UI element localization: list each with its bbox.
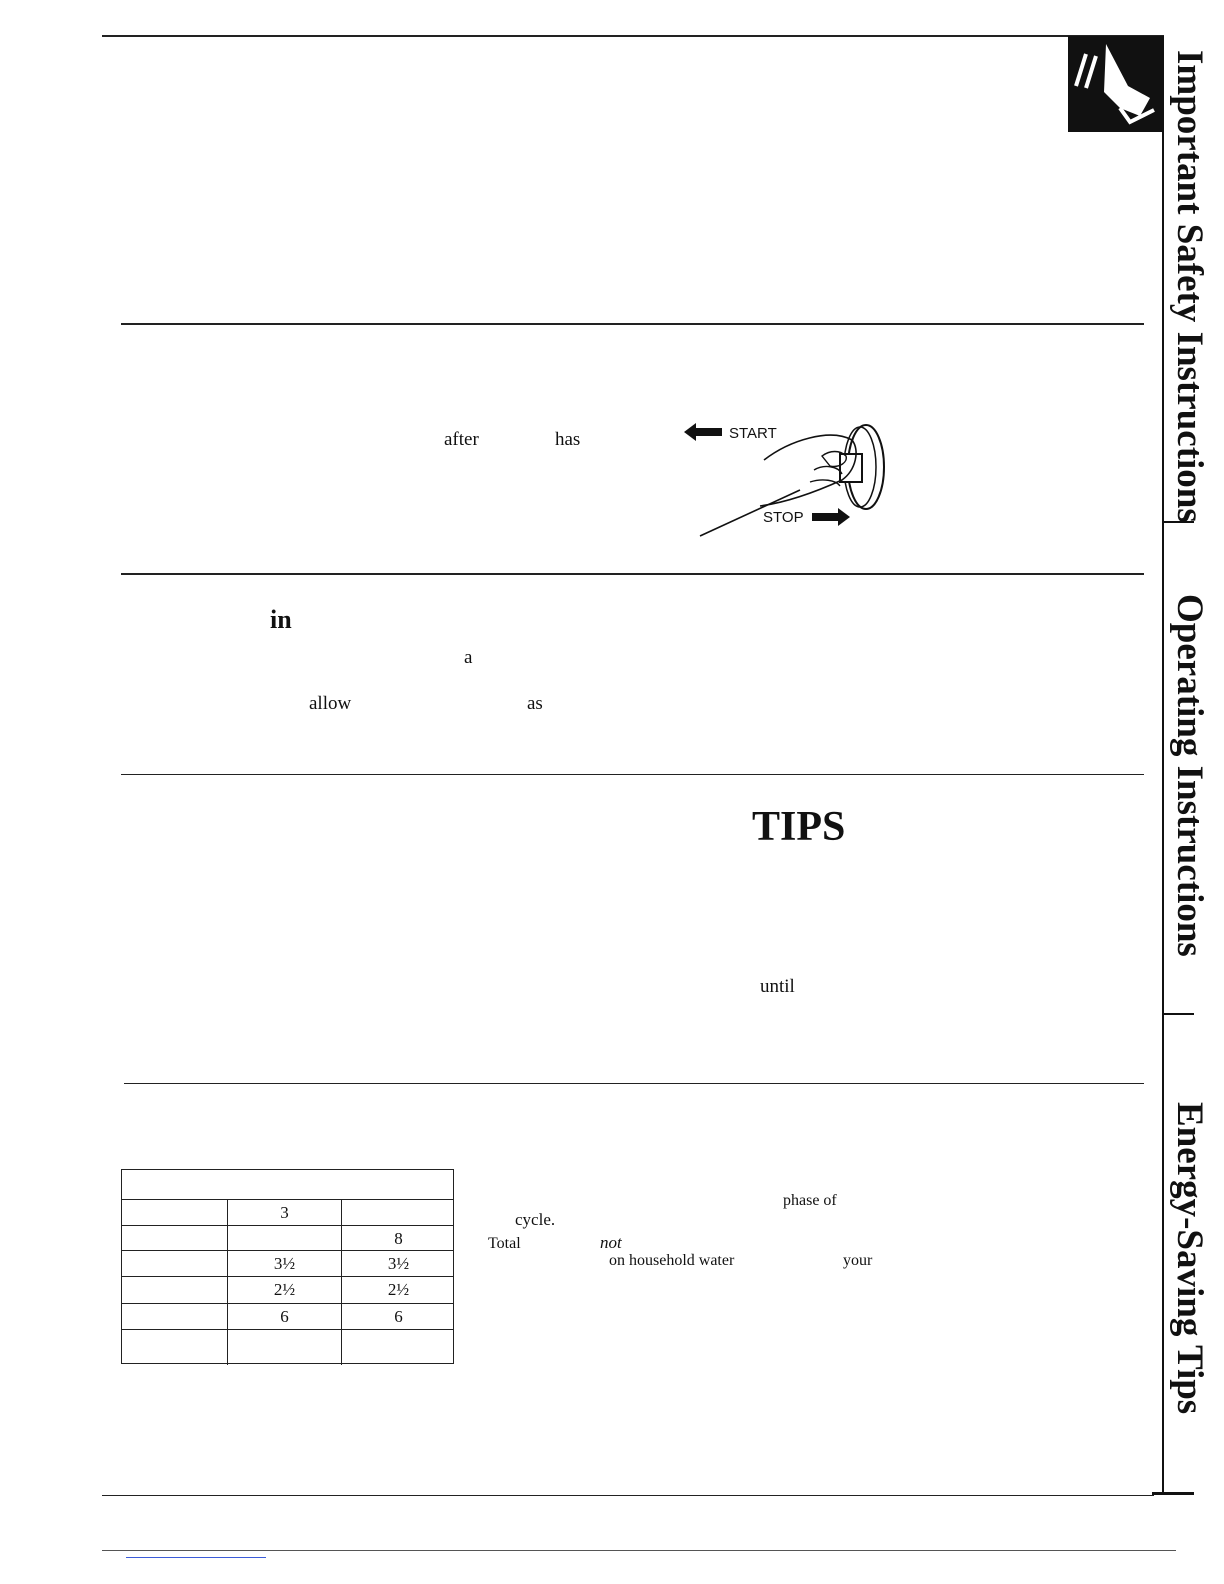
dial-illustration — [680, 410, 900, 540]
bottom-rule — [102, 1495, 1154, 1496]
section-rule-4 — [124, 1083, 1144, 1084]
text-fragment-as: as — [527, 693, 543, 714]
side-tab-divider-3 — [1152, 1492, 1194, 1495]
text-fragment-a: a — [464, 647, 473, 668]
text-fragment-allow: allow — [309, 693, 352, 714]
section-rule-1 — [121, 323, 1144, 325]
side-tab-rule — [1162, 36, 1164, 1492]
side-tab-operating[interactable]: Operating Instructions — [1169, 594, 1210, 957]
table-cell: 2½ — [387, 1280, 410, 1299]
tips-heading: TIPS — [752, 804, 846, 850]
stop-label: STOP — [763, 509, 804, 526]
table-cell: 3 — [280, 1203, 289, 1222]
text-fragment-household: on household water — [609, 1252, 735, 1269]
footer-link-underline — [126, 1557, 266, 1558]
table-cell: 6 — [394, 1307, 403, 1326]
text-fragment-cycle: cycle. — [515, 1210, 556, 1229]
text-fragment-after: after — [444, 429, 479, 450]
text-fragment-your: your — [843, 1252, 873, 1269]
start-label: START — [729, 425, 777, 442]
section-rule-2 — [121, 573, 1144, 575]
text-fragment-in: in — [270, 605, 292, 634]
text-fragment-total: Total — [488, 1235, 521, 1252]
side-tab-energy[interactable]: Energy-Saving Tips — [1169, 1102, 1210, 1415]
text-fragment-has: has — [555, 429, 581, 450]
table-cell: 6 — [280, 1307, 289, 1326]
text-fragment-phase-of: phase of — [783, 1192, 837, 1209]
table-cell: 3½ — [387, 1254, 410, 1273]
table-cell: 8 — [394, 1229, 403, 1248]
table-cell: 3½ — [273, 1254, 296, 1273]
footer-rule — [102, 1550, 1176, 1551]
water-usage-table — [121, 1169, 454, 1364]
side-tab-safety[interactable]: Important Safety Instructions — [1169, 50, 1210, 523]
hand-press-icon — [1068, 36, 1162, 132]
text-fragment-not: not — [600, 1233, 622, 1252]
text-fragment-until: until — [760, 976, 795, 997]
section-rule-3 — [121, 774, 1144, 775]
side-tab-divider-2 — [1164, 1013, 1194, 1015]
top-rule — [102, 35, 1164, 37]
table-cell: 2½ — [273, 1280, 296, 1299]
